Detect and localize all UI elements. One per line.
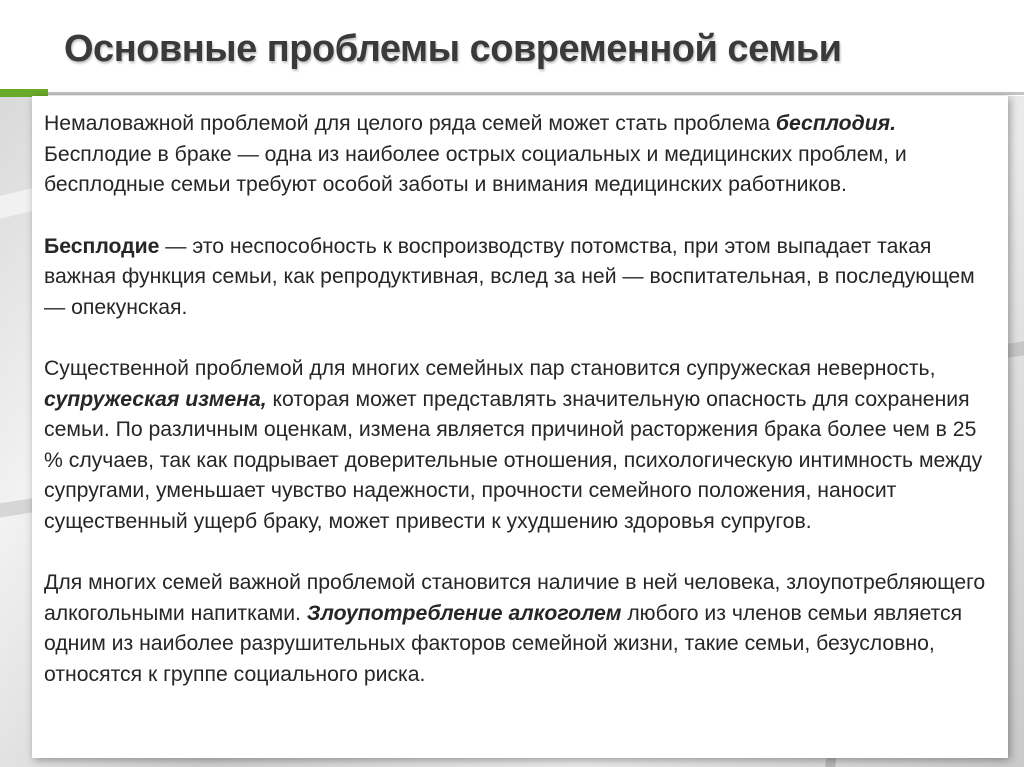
- emphasis-infidelity: супружеская измена,: [44, 387, 267, 411]
- paragraph-text: которая может представлять значительную опасность для сохранения семьи. По различным оценкам, измена является причиной расторжения брака более чем в 25 % случаев, так как подрывает доверительные отношения, психологическую интимность между супругами, уменьшает чувство надежности, прочности семейного положения, наносит существенный ущерб браку, может привести к ухудшению здоровья супругов.: [44, 387, 983, 533]
- emphasis-infertility: бесплодия.: [775, 112, 897, 135]
- paragraph-infertility-intro: [44, 109, 994, 201]
- paragraph-infidelity: [44, 354, 994, 537]
- paragraph-text: Немаловажной проблемой для целого ряда семей может стать проблема: [44, 112, 776, 135]
- paragraph-text: Для многих семей важной проблемой становится наличие в ней человека, злоупотребляющего алкогольными напитками.: [44, 571, 986, 625]
- paragraph-text: Бесплодие в браке — одна из наиболее острых социальных и медицинских проблем, и бесплодные семьи требуют особой заботы и внимания медицинских работников.: [44, 142, 907, 196]
- slide-title: Основные проблемы современной семьи: [64, 28, 842, 70]
- paragraph-alcohol: [44, 568, 994, 690]
- content-panel: [32, 96, 1008, 758]
- paragraph-text: любого из членов семьи является одним из наиболее разрушительных факторов семейной жизни, такие семьи, безусловно, относятся к группе социального риска.: [44, 601, 963, 686]
- paragraph-text: — это неспособность к воспроизводству потомства, при этом выпадает такая важная функция семьи, как репродуктивная, вслед за ней — воспитательная, в последующем — опекунская.: [44, 234, 975, 319]
- title-divider: [48, 92, 1024, 95]
- paragraph-infertility-definition: [44, 232, 994, 324]
- term-infertility: Бесплодие: [44, 234, 160, 258]
- paragraph-text: Существенной проблемой для многих семейных пар становится супружеская неверность,: [44, 357, 936, 380]
- emphasis-alcohol-abuse: Злоупотребление алкоголем: [306, 601, 622, 625]
